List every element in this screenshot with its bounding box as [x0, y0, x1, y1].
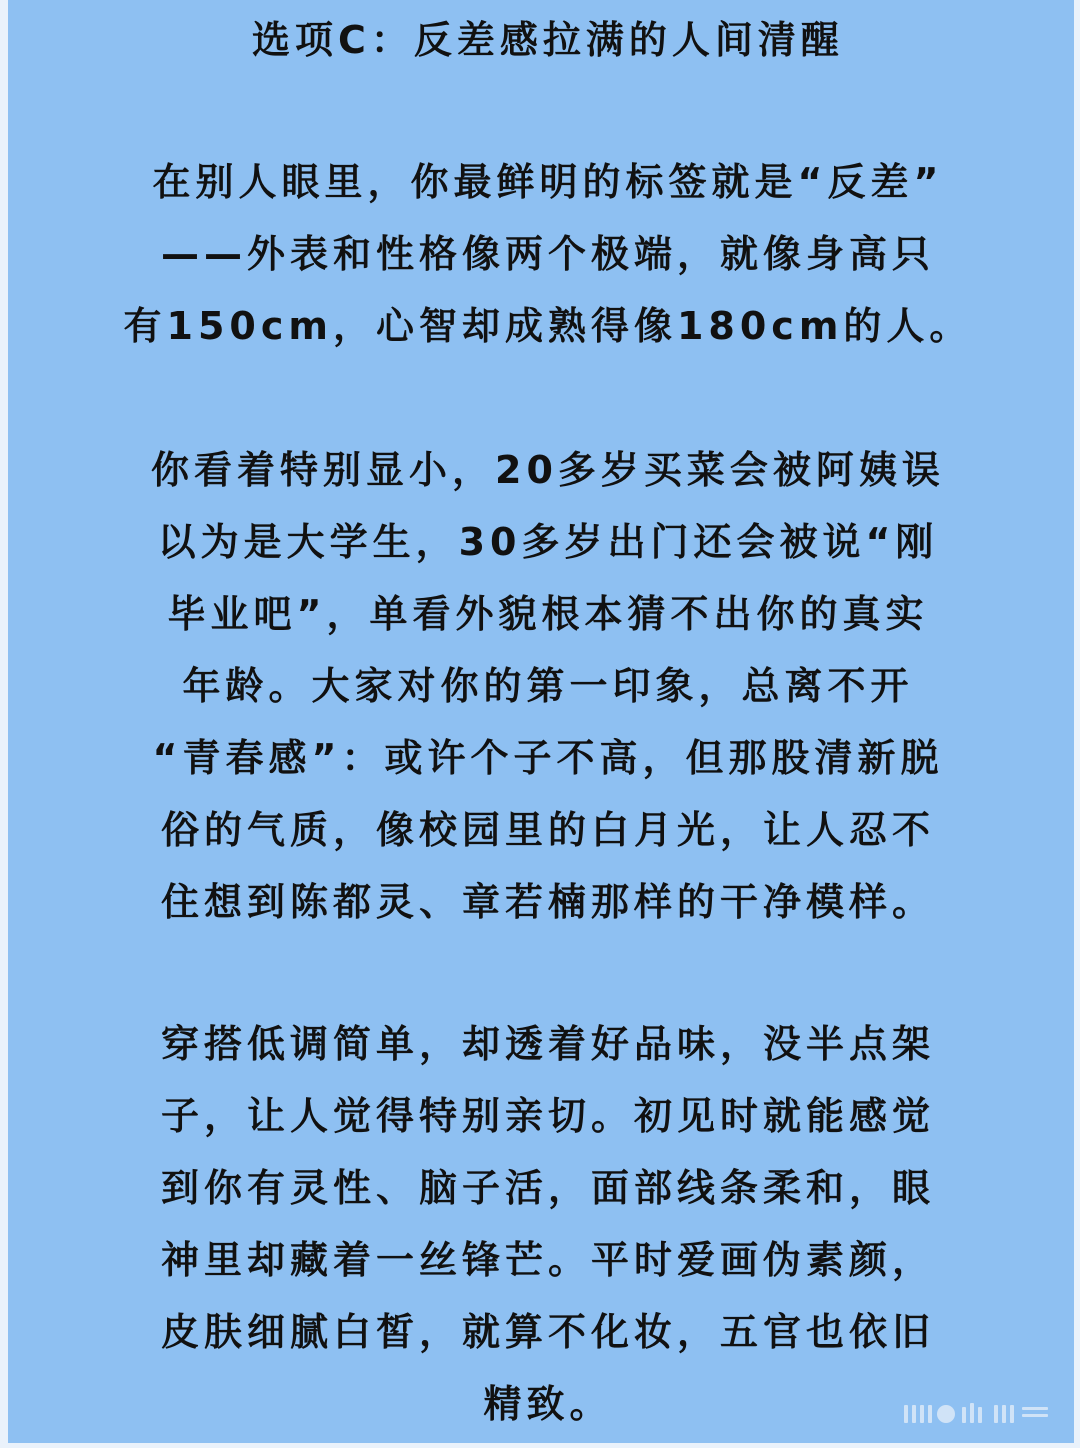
- paragraph-line: 有150cm，心智却成熟得像180cm的人。: [123, 304, 973, 348]
- paragraph-line: 年龄。大家对你的第一印象，总离不开: [182, 664, 914, 708]
- paragraph-line: 毕业吧”，单看外貌根本猜不出你的真实: [167, 592, 929, 636]
- paragraph-line: 子，让人觉得特别亲切。初见时就能感觉: [160, 1094, 935, 1138]
- paragraph-line: 到你有灵性、脑子活，面部线条柔和，眼: [160, 1166, 935, 1210]
- paragraph-line: 在别人眼里，你最鲜明的标签就是“反差”: [152, 160, 944, 204]
- watermark-mark: [902, 1401, 1052, 1427]
- paragraph-line: 以为是大学生，30多岁出门还会被说“刚: [157, 520, 939, 564]
- paragraph-line: 俗的气质，像校园里的白月光，让人忍不: [160, 808, 935, 852]
- paragraph-line: 皮肤细腻白皙，就算不化妆，五官也依旧: [160, 1310, 935, 1354]
- paragraph-line: “青春感”：或许个子不高，但那股清新脱: [152, 736, 944, 780]
- page-title: 选项C：反差感拉满的人间清醒: [252, 18, 844, 62]
- paragraph-line: 神里却藏着一丝锋芒。平时爱画伪素颜，: [160, 1238, 935, 1282]
- paragraph-line: 你看着特别显小，20多岁买菜会被阿姨误: [151, 448, 945, 492]
- paragraph-line: 精致。: [483, 1382, 613, 1426]
- paragraph-line: 住想到陈都灵、章若楠那样的干净模样。: [160, 880, 935, 924]
- paragraph-line: 穿搭低调简单，却透着好品味，没半点架: [160, 1022, 935, 1066]
- paragraph-line: ——外表和性格像两个极端，就像身高只: [160, 232, 935, 276]
